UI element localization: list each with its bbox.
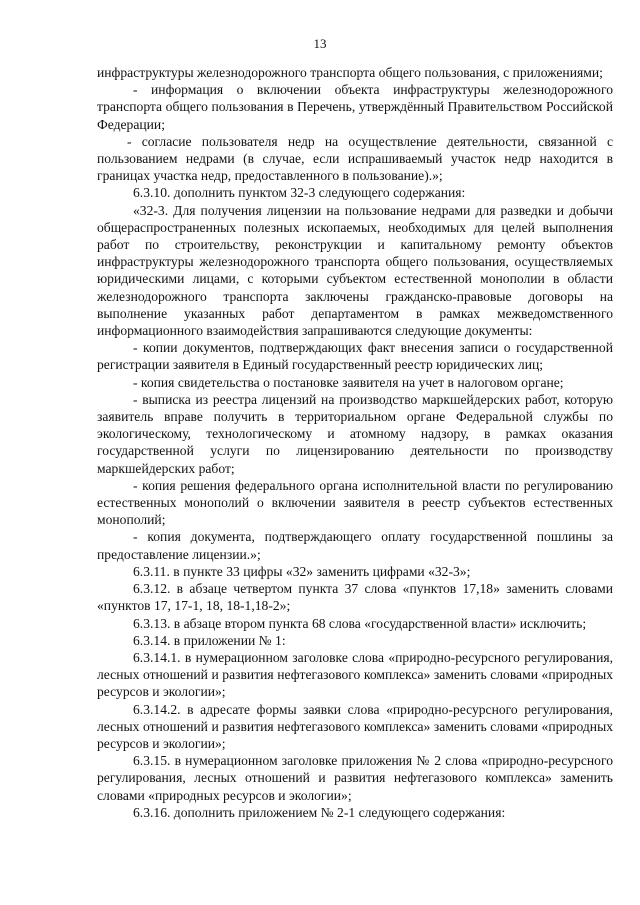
- paragraph: - копия документа, подтверждающего оплату государственной пошлины за предоставление лицензии.»;: [97, 529, 613, 562]
- paragraph: 6.3.16. дополнить приложением № 2-1 следующего содержания:: [133, 804, 506, 820]
- paragraph: 6.3.15. в нумерационном заголовке приложения № 2 слова «природно-ресурсного регулирования, лесных отношений и развития нефтегазового комплекса» заменить словами «природных ресурсов и экологии»;: [97, 753, 613, 803]
- paragraph: 6.3.14. в приложении № 1:: [133, 632, 286, 648]
- document-body: [97, 64, 613, 821]
- paragraph: - выписка из реестра лицензий на производство маркшейдерских работ, которую заявитель вправе получить в территориальном органе Федеральной службы по экологическому, технологическому и атомному надзору, в рамках оказания государственной услуги по лицензированию деятельности по производству маркшейдерских работ;: [97, 391, 613, 476]
- paragraph: - копия решения федерального органа исполнительной власти по регулированию естественных монополий о включении заявителя в реестр субъектов естественных монополий;: [97, 477, 613, 528]
- paragraph: - копии документов, подтверждающих факт внесения записи о государственной регистрации заявителя в Единый государственный реестр юридических лиц;: [97, 340, 613, 373]
- page-number: 13: [313, 36, 327, 51]
- paragraph: «32-3. Для получения лицензии на пользование недрами для разведки и добычи общераспространенных полезных ископаемых, необходимых для целей выполнения работ по строительству, реконструкции и капитальному ремонту объектов инфраструктуры железнодорожного транспорта общего пользования, осуществляемых юридическими лицами, с которыми субъектом естественной монополии в области железнодорожного транспорта заключены гражданско-правовые договоры на выполнение указанных работ департаментом в рамках межведомственного информационного взаимодействия запрашиваются следующие документы:: [97, 202, 613, 339]
- paragraph: 6.3.10. дополнить пунктом 32-3 следующего содержания:: [133, 185, 466, 201]
- paragraph: - копия свидетельства о постановке заявителя на учет в налоговом органе;: [133, 374, 564, 390]
- paragraph: 6.3.14.1. в нумерационном заголовке слова «природно-ресурсного регулирования, лесных отношений и развития нефтегазового комплекса» заменить словами «природных ресурсов и экологии»;: [97, 649, 613, 700]
- paragraph: 6.3.14.2. в адресате формы заявки слова «природно-ресурсного регулирования, лесных отношений и развития нефтегазового комплекса» заменить словами «природных ресурсов и экологии»;: [97, 701, 613, 751]
- paragraph: 6.3.13. в абзаце втором пункта 68 слова «государственной власти» исключить;: [133, 615, 587, 631]
- paragraph: инфраструктуры железнодорожного транспорта общего пользования, с приложениями;: [97, 65, 603, 80]
- paragraph: 6.3.11. в пункте 33 цифры «32» заменить цифрами «32-3»;: [133, 563, 471, 579]
- paragraph: 6.3.12. в абзаце четвертом пункта 37 слова «пунктов 17,18» заменить словами «пунктов 17, 17-1, 18, 18-1,18-2»;: [97, 581, 613, 614]
- paragraph: - информация о включении объекта инфраструктуры железнодорожного транспорта общего пользования в Перечень, утверждённый Правительством Российской Федерации;: [97, 82, 613, 132]
- paragraph: - согласие пользователя недр на осуществление деятельности, связанной с пользованием недрами (в случае, если испрашиваемый участок недр находится в границах участка недр, предоставленного в пользование).»;: [97, 133, 613, 184]
